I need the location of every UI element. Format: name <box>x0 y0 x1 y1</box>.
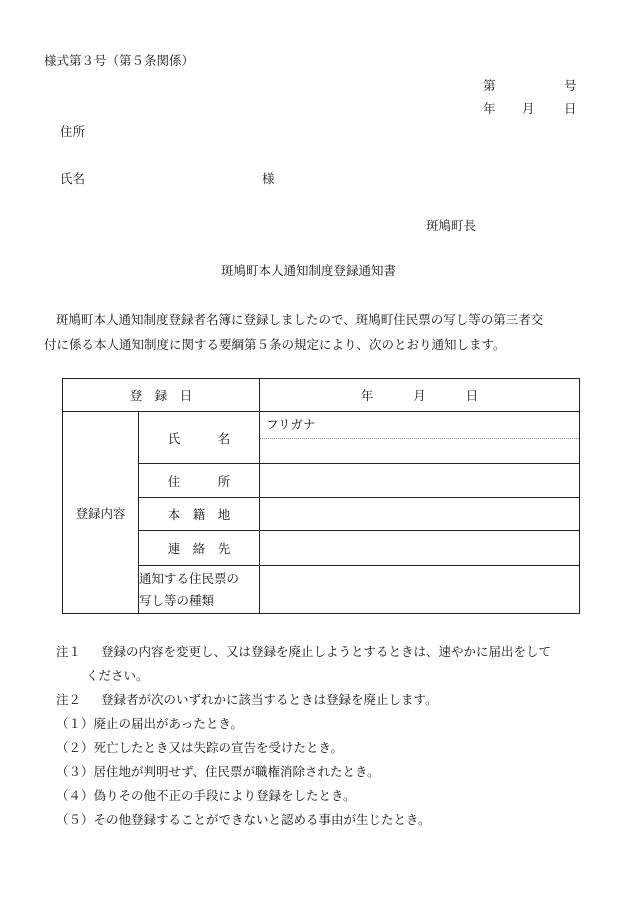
type-label <box>139 566 260 614</box>
note-1 <box>56 640 596 664</box>
type-label-line1: 通知する住民票の <box>139 570 240 586</box>
note-2 <box>56 688 596 712</box>
recipient-honorific: 様 <box>262 171 275 186</box>
reg-date-label: 登 録 日 <box>63 379 260 412</box>
address-row <box>63 464 580 498</box>
form-number: 様式第３号（第５条関係） <box>44 53 195 68</box>
doc-number-prefix: 第 <box>483 78 496 93</box>
note-2-label: 注２ <box>56 692 82 707</box>
note-item-5: （５）その他登録することができないと認める事由が生じたとき。 <box>56 812 431 827</box>
note-item-1: （１）廃止の届出があったとき。 <box>56 716 243 731</box>
contact-value <box>260 531 580 566</box>
content-label: 登録内容 <box>63 412 139 614</box>
reg-date-day: 日 <box>465 388 479 403</box>
note-2-text: 登録者が次のいずれかに該当するときは登録を廃止します。 <box>100 692 438 707</box>
body-line-1: 斑鳩町本人通知制度登録者名簿に登録しましたので、斑鳩町住民票の写し等の第三者交 <box>56 312 544 327</box>
name-value-cell <box>260 412 580 464</box>
body-line-2: 付に係る本人通知制度に関する要綱第５条の規定により、次のとおり通知します。 <box>44 337 506 352</box>
note-item-4: （４）偽りその他不正の手段により登録をしたとき。 <box>56 788 356 803</box>
name-label: 氏 名 <box>139 412 260 464</box>
registration-table <box>62 378 580 614</box>
note-1-text: 登録の内容を変更し、又は登録を廃止しようとするときは、速やかに届出をして <box>100 644 551 659</box>
domicile-label: 本 籍 地 <box>139 498 260 531</box>
note-item-3: （３）居住地が判明せず、住民票が職権消除されたとき。 <box>56 764 380 779</box>
notes-section <box>56 640 596 832</box>
note-1-continuation: ください。 <box>86 668 149 683</box>
reg-date-value <box>260 379 580 412</box>
address-value <box>260 464 580 498</box>
furigana-label: フリガナ <box>260 412 579 439</box>
doc-number-suffix: 号 <box>564 78 577 93</box>
reg-date-month: 月 <box>413 388 426 403</box>
reg-date-year: 年 <box>360 388 374 403</box>
date-year-label: 年 <box>483 101 496 116</box>
sender-name: 斑鳩町長 <box>426 218 477 233</box>
recipient-name-label: 氏名 <box>60 171 86 186</box>
domicile-value <box>260 498 580 531</box>
date-day-label: 日 <box>564 101 577 116</box>
type-row <box>63 566 580 614</box>
note-1-label: 注１ <box>56 644 82 659</box>
document-title: 斑鳩町本人通知制度登録通知書 <box>221 263 397 278</box>
reg-date-row <box>63 379 580 412</box>
address-label: 住 所 <box>139 464 260 498</box>
note-item-2: （２）死亡したとき又は失踪の宣告を受けたとき。 <box>56 740 344 755</box>
name-row <box>63 412 580 464</box>
type-value <box>260 566 580 614</box>
date-month-label: 月 <box>522 101 535 116</box>
type-label-line2: 写し等の種類 <box>139 592 215 608</box>
name-value <box>260 439 579 463</box>
recipient-address-label: 住所 <box>60 124 86 139</box>
body-paragraph <box>44 307 589 357</box>
contact-row <box>63 531 580 566</box>
domicile-row <box>63 498 580 531</box>
contact-label: 連 絡 先 <box>139 531 260 566</box>
